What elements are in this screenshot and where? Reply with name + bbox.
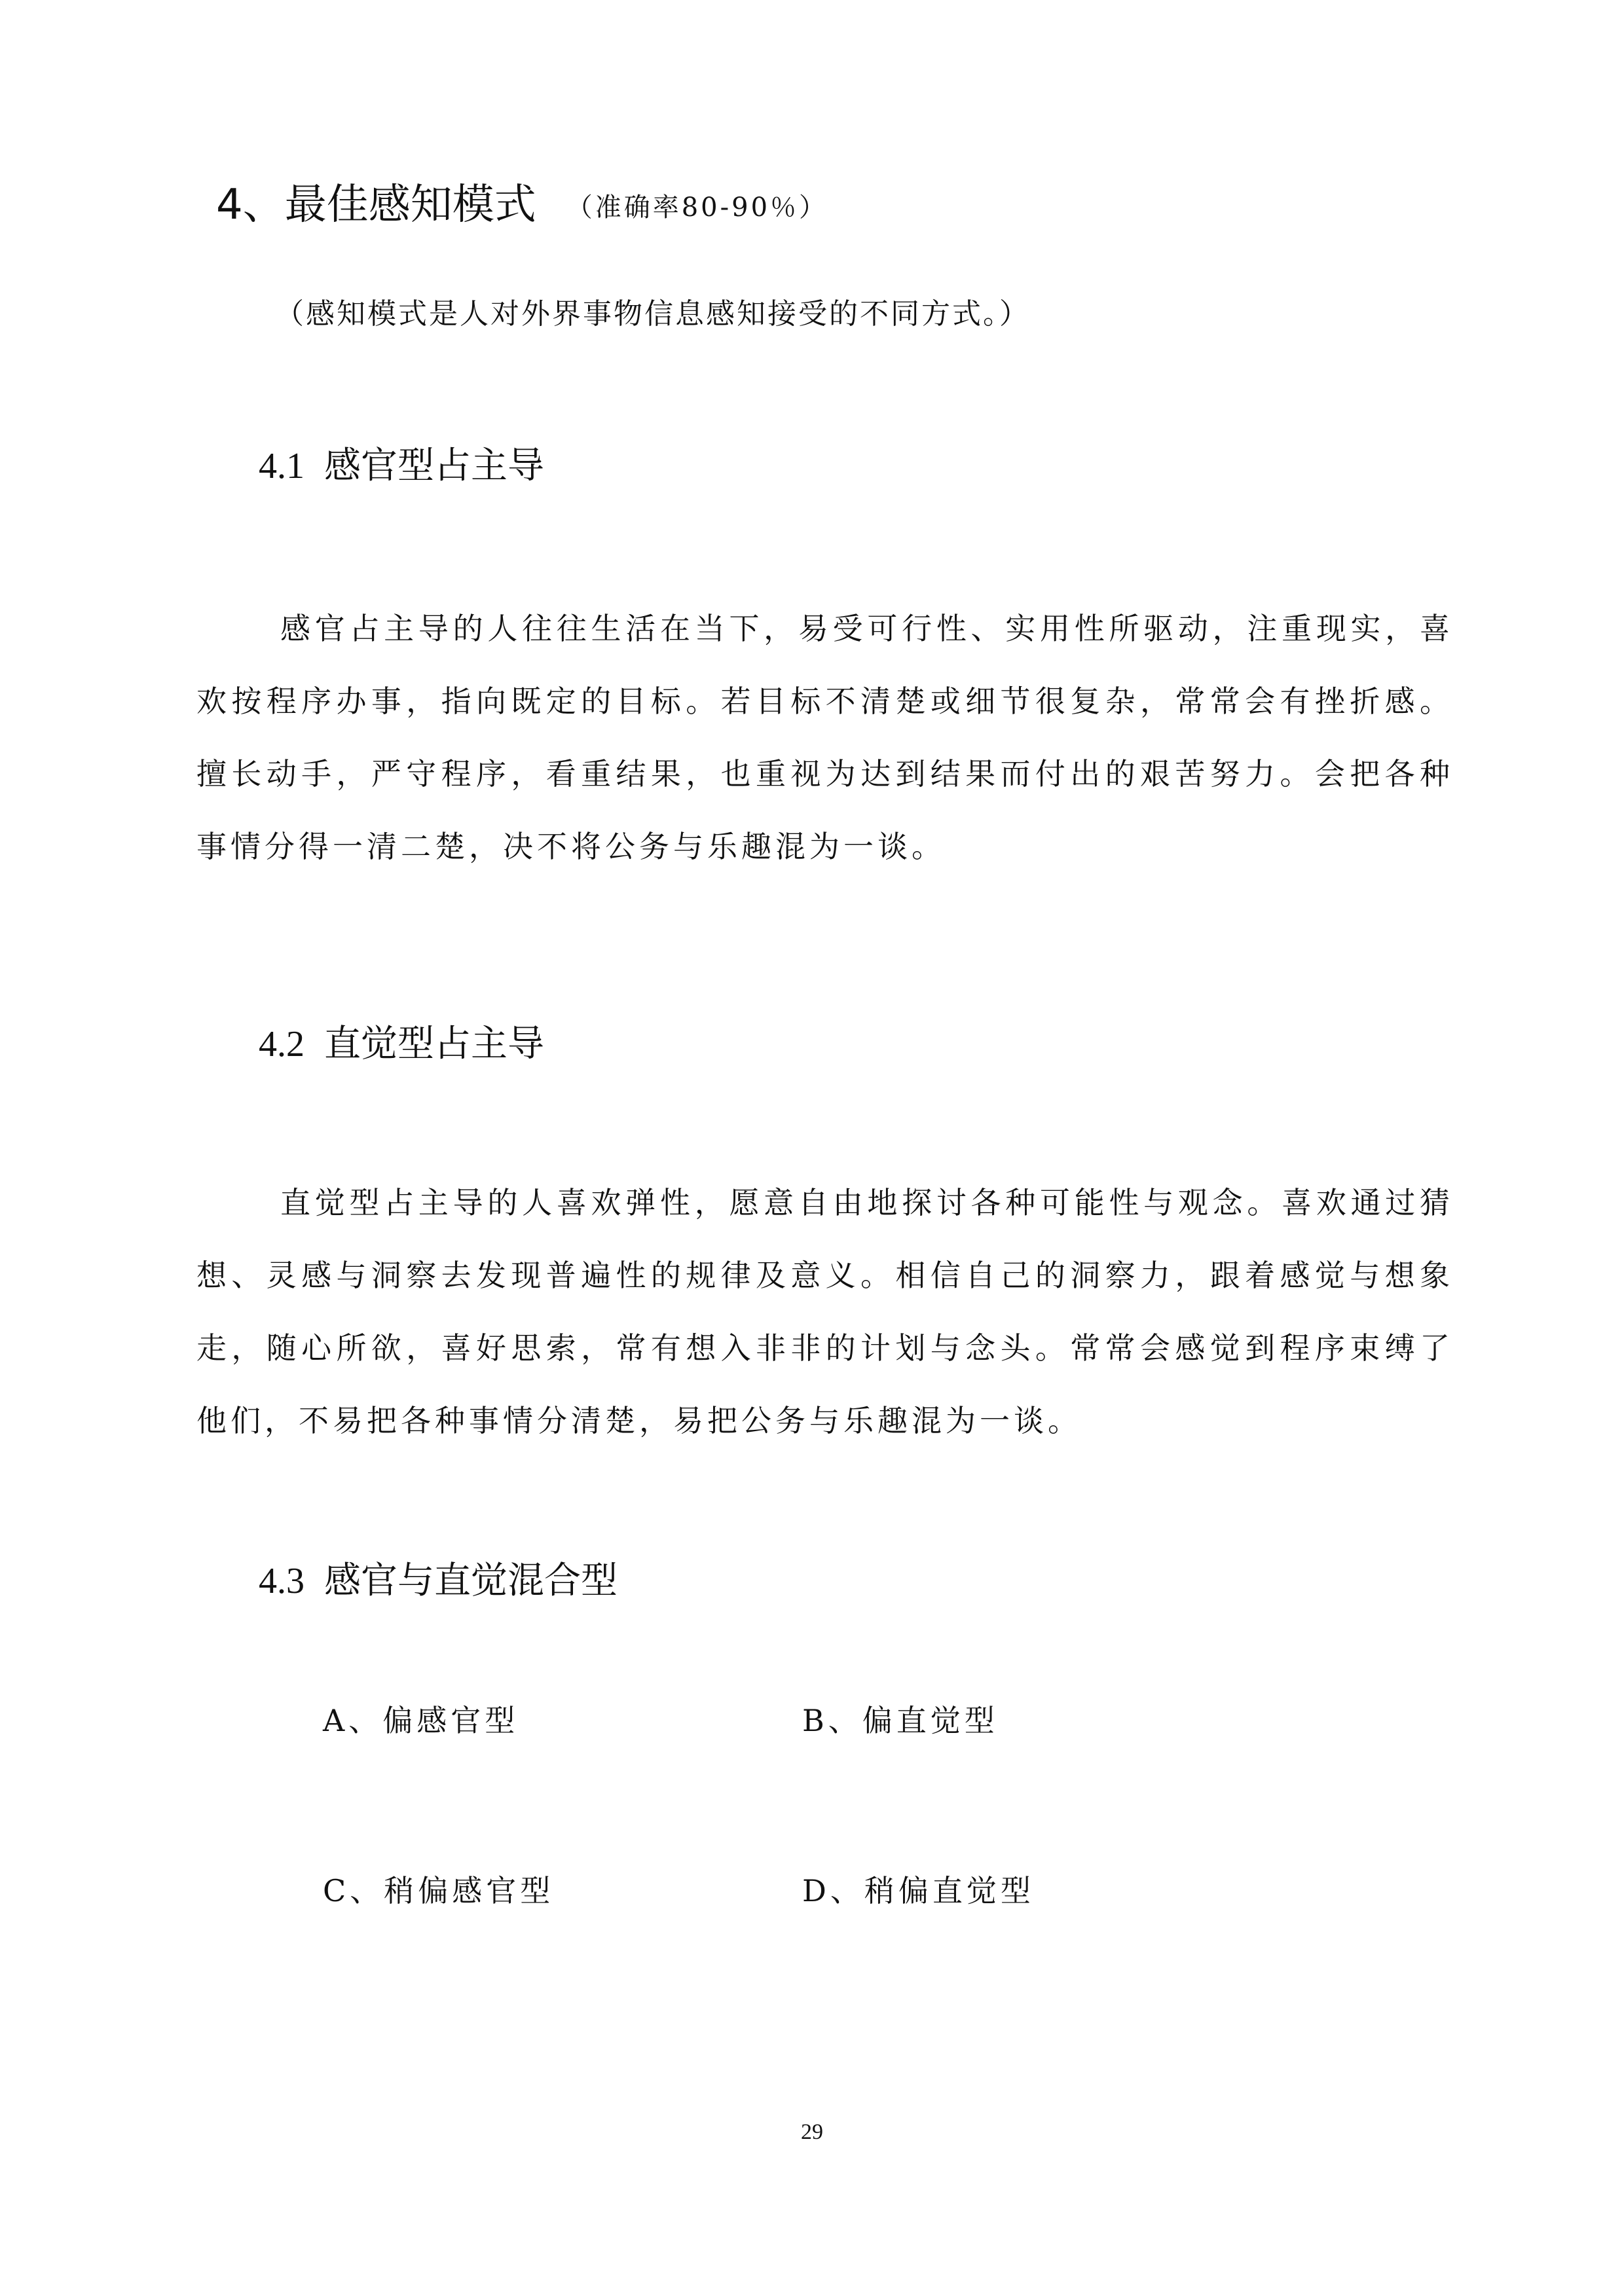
page-number: 29: [801, 2120, 823, 2144]
section-title: 4、最佳感知模式: [216, 181, 536, 229]
subsection-title: 直觉型占主导: [324, 1023, 544, 1065]
subsection-number: 4.2: [259, 1024, 304, 1065]
option-c: C、稍偏感官型: [323, 1873, 555, 1908]
option-b: B、偏直觉型: [802, 1703, 999, 1738]
subsection-heading-4-2: [259, 1018, 544, 1070]
paragraph-intuition: 直觉型占主导的人喜欢弹性，愿意自由地探讨各种可能性与观念。喜欢通过猜想、灵感与洞察去发现普遍性的规律及意义。相信自己的洞察力，跟着感觉与想象走，随心所欲，喜好思索，常有想入非非的计划与念头。常常会感觉到程序束缚了他们，不易把各种事情分清楚，易把公务与乐趣混为一谈。: [196, 1185, 1454, 1438]
subsection-title: 感官型占主导: [324, 445, 544, 487]
option-d: D、稍偏直觉型: [802, 1873, 1035, 1908]
subsection-number: 4.1: [259, 446, 304, 486]
section-intro: （感知模式是人对外界事物信息感知接受的不同方式。）: [275, 297, 1030, 331]
subsection-title: 感官与直觉混合型: [324, 1559, 618, 1602]
option-a: A、偏感官型: [323, 1703, 519, 1738]
subsection-number: 4.3: [259, 1561, 304, 1601]
accuracy-note: （准确率80-90％）: [566, 192, 828, 223]
paragraph-sensing: 感官占主导的人往往生活在当下，易受可行性、实用性所驱动，注重现实，喜欢按程序办事，指向既定的目标。若目标不清楚或细节很复杂，常常会有挫折感。擅长动手，严守程序，看重结果，也重视为达到结果而付出的艰苦努力。会把各种事情分得一清二楚，决不将公务与乐趣混为一谈。: [196, 611, 1454, 864]
subsection-heading-4-1: [259, 440, 544, 492]
subsection-heading-4-3: [259, 1555, 618, 1607]
section-heading: [216, 175, 828, 237]
